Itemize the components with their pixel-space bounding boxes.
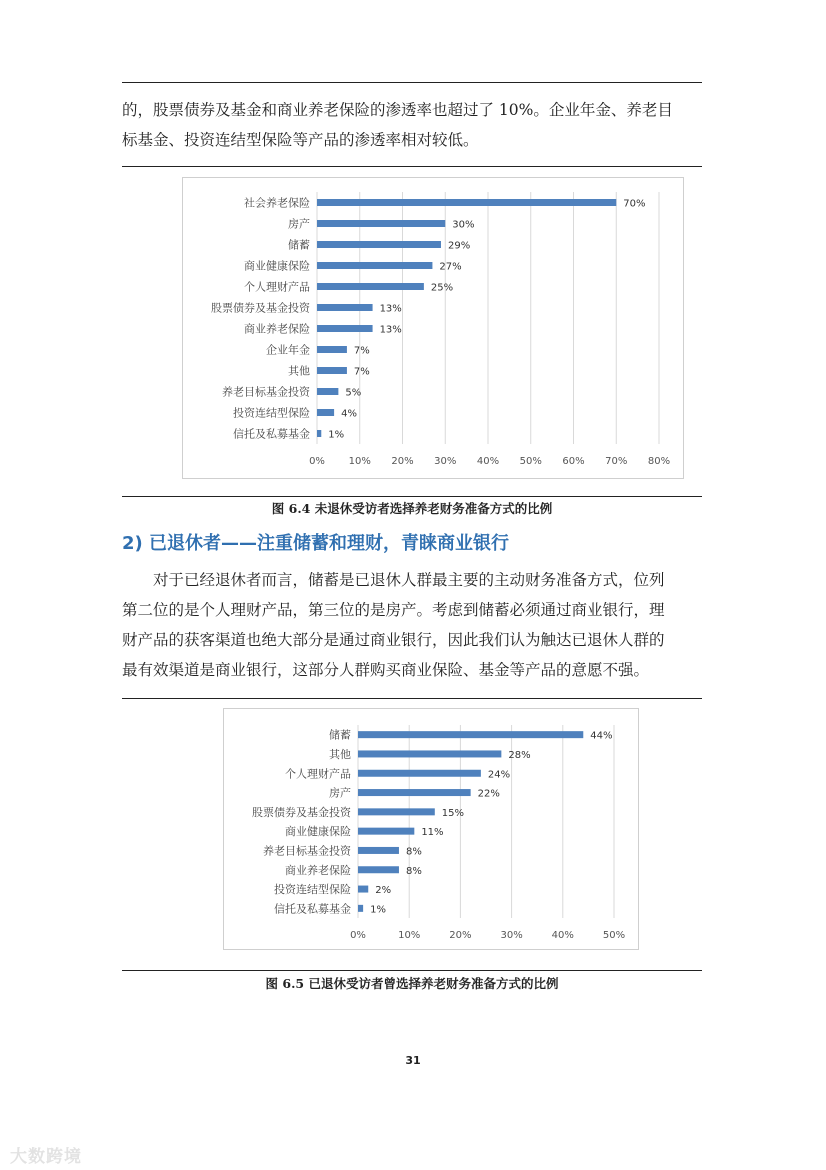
- figure-6-4-chart: [182, 177, 684, 479]
- category-label: 商业健康保险: [285, 825, 351, 839]
- category-label: 投资连结型保险: [274, 883, 351, 897]
- x-tick-label: 20%: [391, 456, 414, 467]
- category-label: 个人理财产品: [285, 767, 351, 781]
- x-tick-label: 20%: [449, 930, 472, 941]
- data-label: 1%: [370, 904, 386, 916]
- page-number: 31: [405, 1054, 421, 1067]
- x-tick-label: 40%: [476, 456, 500, 467]
- category-label: 储蓄: [329, 728, 351, 742]
- x-tick-label: 80%: [647, 456, 671, 467]
- data-label: 15%: [441, 807, 465, 819]
- data-label: 29%: [447, 240, 471, 252]
- x-tick-label: 30%: [500, 930, 523, 941]
- bar: [317, 304, 373, 311]
- figure-top-rule: [122, 698, 702, 699]
- data-label: 2%: [375, 885, 392, 897]
- data-label: 1%: [328, 429, 345, 441]
- bar: [317, 283, 424, 290]
- category-label: 商业养老保险: [244, 322, 310, 336]
- category-label: 商业养老保险: [285, 863, 351, 877]
- data-label: 27%: [439, 261, 462, 273]
- bar: [317, 367, 347, 374]
- bar: [317, 262, 432, 269]
- x-tick-label: 0%: [350, 930, 366, 941]
- data-label: 8%: [405, 865, 422, 877]
- category-label: 其他: [288, 364, 310, 378]
- data-label: 44%: [590, 730, 613, 742]
- data-label: 30%: [452, 219, 475, 231]
- category-label: 养老目标基金投资: [222, 385, 310, 399]
- bar: [358, 905, 363, 912]
- intro-line: 标基金、投资连结型保险等产品的渗透率相对较低。: [122, 131, 479, 149]
- category-label: 投资连结型保险: [233, 406, 310, 420]
- section-line: 财产品的获客渠道也绝大部分是通过商业银行，因此我们认为触达已退休人群的: [122, 631, 665, 649]
- section-line: 最有效渠道是商业银行，这部分人群购买商业保险、基金等产品的意愿不强。: [122, 661, 650, 679]
- data-label: 24%: [487, 769, 511, 781]
- data-label: 13%: [379, 324, 402, 336]
- category-label: 个人理财产品: [244, 280, 310, 294]
- figure-6-5-chart: [223, 708, 639, 950]
- caption-rule: [122, 496, 702, 497]
- category-label: 房产: [329, 786, 351, 800]
- category-label: 社会养老保险: [244, 196, 310, 210]
- x-tick-label: 0%: [309, 456, 325, 467]
- bar: [317, 430, 321, 437]
- figure-6-5-caption: 图 6.5 已退休受访者曾选择养老财务准备方式的比例: [265, 976, 559, 991]
- bar: [358, 866, 399, 873]
- bar: [358, 770, 481, 777]
- category-label: 企业年金: [266, 343, 310, 357]
- chart-6-4-svg: [183, 178, 683, 478]
- bar: [317, 241, 441, 248]
- x-tick-label: 70%: [605, 456, 628, 467]
- bar: [317, 220, 445, 227]
- bar: [317, 388, 338, 395]
- figure-6-4-caption: 图 6.4 未退休受访者选择养老财务准备方式的比例: [271, 501, 553, 516]
- figure-top-rule: [122, 166, 702, 167]
- category-label: 股票债券及基金投资: [252, 805, 351, 819]
- bar: [317, 409, 334, 416]
- x-tick-label: 10%: [348, 456, 371, 467]
- data-label: 70%: [623, 198, 646, 210]
- data-label: 13%: [379, 303, 402, 315]
- chart-6-5-svg: [224, 709, 638, 949]
- data-label: 7%: [353, 366, 370, 378]
- data-label: 25%: [430, 282, 454, 294]
- data-label: 22%: [477, 788, 500, 800]
- category-label: 养老目标基金投资: [263, 844, 351, 858]
- bar: [358, 750, 501, 757]
- section-line: 第二位的是个人理财产品，第三位的是房产。考虑到储蓄必须通过商业银行，理: [122, 601, 665, 619]
- top-rule: [122, 82, 702, 83]
- x-tick-label: 50%: [602, 930, 626, 941]
- watermark-logo: 大数跨境: [10, 1147, 82, 1167]
- bar: [317, 346, 347, 353]
- category-label: 商业健康保险: [244, 259, 310, 273]
- data-label: 4%: [341, 408, 357, 420]
- category-label: 房产: [288, 217, 310, 231]
- data-label: 28%: [508, 749, 531, 761]
- category-label: 信托及私募基金: [274, 902, 351, 916]
- x-tick-label: 50%: [519, 456, 542, 467]
- x-tick-label: 10%: [398, 930, 421, 941]
- data-label: 7%: [353, 345, 370, 357]
- intro-paragraph: [122, 95, 702, 155]
- data-label: 11%: [421, 827, 444, 839]
- x-tick-label: 40%: [551, 930, 574, 941]
- x-tick-label: 60%: [562, 456, 585, 467]
- x-tick-label: 30%: [434, 456, 457, 467]
- bar: [358, 808, 435, 815]
- bar: [358, 847, 399, 854]
- section-line: 对于已经退休者而言，储蓄是已退休人群最主要的主动财务准备方式，位列: [153, 571, 665, 589]
- category-label: 储蓄: [288, 238, 310, 252]
- category-label: 股票债券及基金投资: [211, 301, 310, 315]
- bar: [317, 199, 616, 206]
- bar: [317, 325, 373, 332]
- section-heading: 2) 已退休者——注重储蓄和理财，青睐商业银行: [122, 533, 510, 554]
- data-label: 8%: [405, 846, 422, 858]
- category-label: 其他: [329, 747, 351, 761]
- caption-rule: [122, 970, 702, 971]
- bar: [358, 731, 583, 738]
- section-paragraph: [122, 565, 702, 685]
- bar: [358, 789, 471, 796]
- intro-line: 的，股票债券及基金和商业养老保险的渗透率也超过了 10%。企业年金、养老目: [122, 101, 673, 119]
- bar: [358, 828, 414, 835]
- category-label: 信托及私募基金: [233, 427, 310, 441]
- data-label: 5%: [345, 387, 362, 399]
- bar: [358, 886, 368, 893]
